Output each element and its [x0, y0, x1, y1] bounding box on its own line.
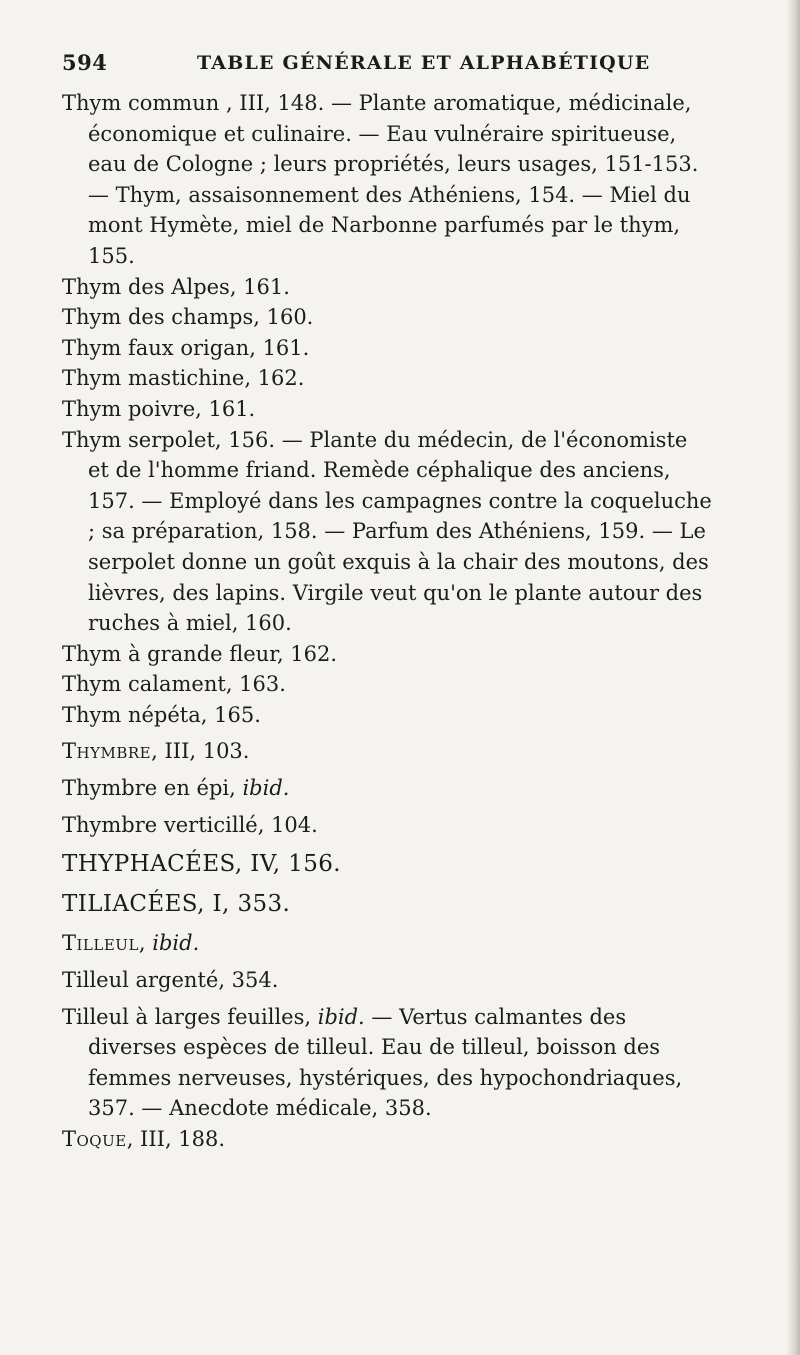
entry-ref: , 161.	[249, 335, 310, 360]
index-entries	[62, 88, 714, 1155]
entry-head: Thym mastichine	[62, 366, 245, 391]
entry-head: Tilleul	[62, 931, 139, 956]
entry-ref: ,	[229, 776, 243, 801]
entry-head: Tilleul à larges feuilles	[62, 1004, 305, 1029]
entry-tail: — Vertus calmantes des diverses espèces de tilleul. Eau de tilleul, boisson des femmes nerveuses, hystériques, des hypochondriaques, 357. — Anecdote médicale, 358.	[88, 1004, 683, 1121]
index-entry	[62, 1124, 714, 1155]
entry-ref: , 162.	[276, 641, 338, 666]
entry-ref: , 104.	[257, 812, 318, 837]
index-entry	[62, 394, 714, 425]
entry-ref: , 161.	[195, 396, 256, 421]
index-entry	[62, 928, 714, 959]
index-entry	[62, 88, 714, 272]
entry-ref: , 156. — Plante du médecin, de l'économiste et de l'homme friand. Remède céphalique des anciens, 157. — Employé dans les campagnes contre la coqueluche ; sa préparation, 158. — Parfum des Athéniens, 159. — Le serpolet donne un goût exquis à la chair des moutons, des lièvres, des lapins. Virgile veut qu'on le plante autour des ruches à miel, 160.	[88, 427, 712, 636]
page-number: 594	[62, 50, 108, 75]
index-entry	[62, 363, 714, 394]
index-entry	[62, 669, 714, 700]
entry-head: Thym des Alpes	[62, 274, 230, 299]
entry-ref: ,	[138, 931, 153, 956]
index-entry	[62, 736, 714, 767]
index-entry	[62, 773, 714, 804]
entry-head: Thym népéta	[62, 702, 201, 727]
entry-ref: , 160.	[253, 305, 314, 330]
entry-ibid: ibid.	[242, 776, 290, 801]
index-entry	[62, 1002, 714, 1124]
running-title: TABLE GÉNÉRALE ET ALPHABÉTIQUE	[197, 52, 651, 74]
entry-head: Thym commun	[62, 91, 220, 115]
entry-head: Thym faux origan	[62, 335, 250, 360]
entry-head: Thym à grande fleur	[62, 641, 277, 666]
index-entry	[62, 810, 714, 841]
page-header	[62, 50, 762, 80]
entry-ibid: ibid.	[152, 931, 200, 956]
entry-head: Thym des champs	[62, 305, 254, 330]
entry-head: Thym serpolet	[62, 427, 215, 452]
index-entry	[62, 333, 714, 364]
entry-ref: , 161.	[229, 274, 290, 299]
index-entry	[62, 302, 714, 333]
index-entry	[62, 889, 714, 920]
entry-ref: , III, 148. — Plante aromatique, médicinale, économique et culinaire. — Eau vulnéraire spiritueuse, eau de Cologne ; leurs propriétés, leurs usages, 151-153. — Thym, assaisonnement des Athéniens, 154. — Miel du mont Hymète, miel de Narbonne parfumés par le thym, 155.	[88, 91, 699, 268]
entry-ref: ,	[304, 1004, 318, 1029]
entry-head: Toque	[62, 1127, 127, 1151]
index-entry	[62, 425, 714, 639]
index-entry	[62, 272, 714, 303]
entry-ref: , 354.	[218, 968, 279, 993]
entry-head: Thymbre en épi	[62, 776, 230, 801]
entry-ref: , 165.	[200, 702, 261, 727]
entry-head: Tilleul argenté	[62, 968, 219, 993]
entry-head: TILIACÉES	[62, 890, 198, 917]
index-entry	[62, 849, 714, 880]
index-entry	[62, 639, 714, 670]
entry-ref: , I, 353.	[197, 890, 291, 917]
index-entry	[62, 965, 714, 996]
entry-ref: , 163.	[225, 672, 286, 697]
entry-head: THYPHACÉES	[62, 851, 235, 878]
entry-head: Thym calament	[62, 672, 226, 697]
index-entry	[62, 700, 714, 731]
entry-ref: , IV, 156.	[234, 851, 341, 878]
entry-head: Thymbre	[62, 739, 152, 764]
entry-ref: , 162.	[244, 366, 305, 391]
entry-head: Thym poivre	[62, 396, 196, 421]
page-edge	[786, 0, 800, 1355]
entry-head: Thymbre verticillé	[62, 812, 258, 837]
entry-ibid: ibid.	[317, 1004, 365, 1029]
entry-ref: , III, 103.	[151, 739, 250, 764]
entry-ref: , III, 188.	[126, 1127, 226, 1151]
